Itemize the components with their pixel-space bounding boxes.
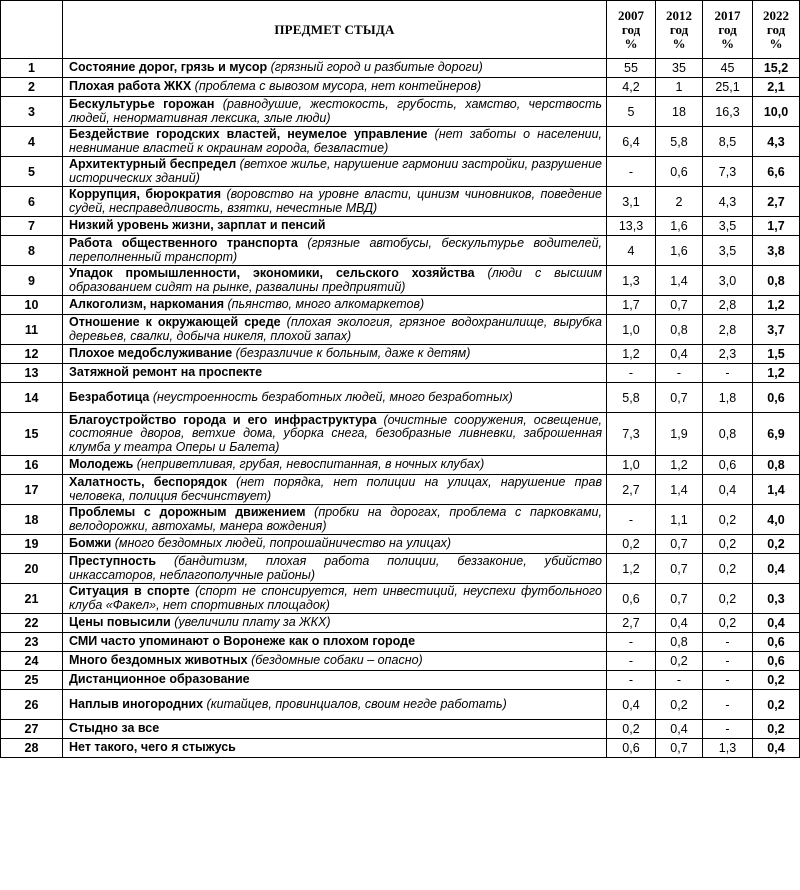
topic-title: Коррупция, бюрократия (69, 187, 222, 201)
row-number: 2 (1, 78, 63, 97)
topic-description: (грязные автобусы, бескультурье водителей, переполненный транспорт) (69, 236, 602, 264)
topic-title: Много бездомных животных (69, 653, 248, 668)
topic-title: Дистанционное образование (69, 672, 250, 687)
value-2022: 0,8 (753, 266, 800, 296)
row-topic (63, 475, 607, 505)
row-topic (63, 671, 607, 690)
row-number: 3 (1, 97, 63, 127)
row-topic (63, 720, 607, 739)
value-2012: 0,2 (656, 690, 703, 720)
topic-description: (китайцев, провинциалов, своим негде работать) (203, 696, 507, 711)
row-number: 18 (1, 505, 63, 535)
topic-title: Молодежь (69, 457, 134, 472)
topic-description: (неустроенность безработных людей, много безработных) (149, 389, 513, 404)
year-header-2017 (703, 1, 753, 59)
topic-description: (проблема с вывозом мусора, нет контейнеров) (191, 79, 482, 94)
topic-title: Благоустройство города и его инфраструктура (69, 412, 377, 427)
table-row (1, 78, 800, 97)
value-2022: 6,9 (753, 413, 800, 456)
row-number: 14 (1, 383, 63, 413)
topic-title: СМИ часто упоминают о Воронеже как о плохом городе (69, 634, 416, 649)
topic-description: (пьянство, много алкомаркетов) (224, 297, 425, 312)
value-2012: 35 (656, 59, 703, 78)
topic-title: Бездействие городских властей, неумелое управление (69, 127, 428, 141)
value-2012: 1,4 (656, 266, 703, 296)
value-2017: - (703, 720, 753, 739)
header-row (1, 1, 800, 59)
value-2017: 0,2 (703, 614, 753, 633)
value-2022: 0,6 (753, 383, 800, 413)
row-number: 22 (1, 614, 63, 633)
row-number: 7 (1, 217, 63, 236)
row-number: 21 (1, 584, 63, 614)
table-row (1, 266, 800, 296)
value-2012: 0,4 (656, 720, 703, 739)
value-2012: 0,7 (656, 554, 703, 584)
topic-description: (грязный город и разбитые дороги) (267, 60, 483, 75)
value-2022: 4,3 (753, 127, 800, 157)
year-percent: % (624, 35, 638, 51)
topic-description: (нет порядка, нет полиции на улицах, нарушение прав человека, полиция бесчинствует) (69, 475, 602, 503)
topic-title: Затяжной ремонт на проспекте (69, 365, 263, 380)
topic-title: Плохая работа ЖКХ (69, 79, 192, 94)
row-topic (63, 535, 607, 554)
topic-description: (люди с высшим образованием сидят на рынке, развалины предприятий) (69, 266, 602, 294)
row-topic (63, 59, 607, 78)
year-unit: год (718, 21, 737, 37)
value-2022: 1,2 (753, 364, 800, 383)
value-2012: 0,2 (656, 652, 703, 671)
value-2012: 1,9 (656, 413, 703, 456)
value-2022: 0,3 (753, 584, 800, 614)
value-2007: 0,2 (607, 535, 656, 554)
row-topic (63, 413, 607, 456)
row-topic (63, 690, 607, 720)
row-number: 20 (1, 554, 63, 584)
table-row (1, 413, 800, 456)
row-topic (63, 505, 607, 535)
table-row (1, 236, 800, 266)
topic-description: (очистные сооружения, освещение, состояние дворов, ветхие дома, уборка снега, безобразные ливневки, заброшенная клумба у театра Оперы и Балета) (69, 412, 603, 454)
row-number: 4 (1, 127, 63, 157)
value-2012: 0,4 (656, 345, 703, 364)
table-row (1, 97, 800, 127)
table-row (1, 217, 800, 236)
value-2017: 0,4 (703, 475, 753, 505)
value-2007: 1,0 (607, 315, 656, 345)
topic-description: (воровство на уровне власти, цинизм чиновников, поведение судей, несправедливость, взятки, нечестные МВД) (69, 187, 602, 215)
value-2022: 2,7 (753, 187, 800, 217)
row-topic (63, 364, 607, 383)
value-2022: 0,2 (753, 720, 800, 739)
value-2007: 2,7 (607, 614, 656, 633)
value-2012: 0,7 (656, 535, 703, 554)
row-topic (63, 97, 607, 127)
table-body (1, 59, 800, 758)
topic-title: Упадок промышленности, экономики, сельского хозяйства (69, 266, 475, 280)
row-topic (63, 296, 607, 315)
row-number: 1 (1, 59, 63, 78)
table-row (1, 739, 800, 758)
row-number: 28 (1, 739, 63, 758)
year-header-2022 (753, 1, 800, 59)
topic-title: Халатность, беспорядок (69, 475, 227, 489)
value-2017: 0,2 (703, 554, 753, 584)
value-2022: 15,2 (753, 59, 800, 78)
topic-description: (безразличие к больным, даже к детям) (232, 346, 471, 361)
topic-title: Ситуация в спорте (69, 584, 190, 598)
value-2022: 0,8 (753, 456, 800, 475)
value-2022: 3,7 (753, 315, 800, 345)
row-number: 12 (1, 345, 63, 364)
value-2007: 1,2 (607, 345, 656, 364)
year-header-2012 (656, 1, 703, 59)
row-topic (63, 315, 607, 345)
row-number: 11 (1, 315, 63, 345)
table-row (1, 157, 800, 187)
topic-title: Проблемы с дорожным движением (69, 505, 306, 519)
value-2017: 16,3 (703, 97, 753, 127)
row-topic (63, 157, 607, 187)
value-2017: 45 (703, 59, 753, 78)
value-2017: 2,3 (703, 345, 753, 364)
table-row (1, 535, 800, 554)
value-2022: 1,2 (753, 296, 800, 315)
topic-title: Состояние дорог, грязь и мусор (69, 60, 268, 75)
value-2017: 7,3 (703, 157, 753, 187)
table-row (1, 187, 800, 217)
value-2012: - (656, 364, 703, 383)
table-row (1, 59, 800, 78)
row-number: 5 (1, 157, 63, 187)
topic-title: Бескультурье горожан (69, 97, 215, 111)
value-2012: 1,6 (656, 217, 703, 236)
table-row (1, 671, 800, 690)
value-2022: 1,4 (753, 475, 800, 505)
row-number: 27 (1, 720, 63, 739)
table-row (1, 127, 800, 157)
row-topic (63, 187, 607, 217)
value-2017: - (703, 633, 753, 652)
row-topic (63, 217, 607, 236)
row-topic (63, 614, 607, 633)
value-2017: - (703, 652, 753, 671)
row-number: 13 (1, 364, 63, 383)
table-row (1, 614, 800, 633)
value-2017: 0,2 (703, 505, 753, 535)
value-2007: 5 (607, 97, 656, 127)
value-2012: 0,7 (656, 296, 703, 315)
row-topic (63, 383, 607, 413)
value-2017: - (703, 671, 753, 690)
value-2022: 0,2 (753, 690, 800, 720)
value-2007: 1,7 (607, 296, 656, 315)
row-topic (63, 127, 607, 157)
value-2007: 4 (607, 236, 656, 266)
row-number: 10 (1, 296, 63, 315)
value-2007: 6,4 (607, 127, 656, 157)
row-topic (63, 652, 607, 671)
table-row (1, 554, 800, 584)
year-label: 2007 (618, 7, 644, 23)
value-2007: 13,3 (607, 217, 656, 236)
topic-title: Бомжи (69, 536, 112, 551)
value-2017: 0,8 (703, 413, 753, 456)
value-2012: 18 (656, 97, 703, 127)
value-2017: 4,3 (703, 187, 753, 217)
value-2007: 5,8 (607, 383, 656, 413)
value-2022: 0,2 (753, 671, 800, 690)
row-number: 19 (1, 535, 63, 554)
value-2022: 1,5 (753, 345, 800, 364)
topic-description: (бездомные собаки – опасно) (247, 653, 423, 668)
value-2007: - (607, 671, 656, 690)
value-2022: 0,6 (753, 633, 800, 652)
value-2022: 1,7 (753, 217, 800, 236)
value-2012: 0,4 (656, 614, 703, 633)
value-2012: 2 (656, 187, 703, 217)
value-2007: - (607, 652, 656, 671)
value-2017: 0,2 (703, 584, 753, 614)
value-2012: 1,4 (656, 475, 703, 505)
year-label: 2017 (714, 7, 741, 23)
value-2012: 0,6 (656, 157, 703, 187)
value-2017: 2,8 (703, 296, 753, 315)
row-topic (63, 456, 607, 475)
year-percent: % (672, 35, 686, 51)
table-row (1, 505, 800, 535)
value-2012: 1,6 (656, 236, 703, 266)
row-number: 25 (1, 671, 63, 690)
value-2007: 0,4 (607, 690, 656, 720)
topic-description: (равнодушие, жестокость, грубость, хамство, черствость людей, ненормативная лексика, злые люди) (69, 97, 602, 125)
value-2017: - (703, 364, 753, 383)
table-row (1, 383, 800, 413)
value-2012: 0,7 (656, 584, 703, 614)
number-header (1, 1, 63, 59)
topic-title: Нет такого, чего я стыжусь (69, 740, 236, 755)
year-percent: % (769, 35, 783, 51)
topic-title: Безработица (69, 389, 150, 404)
topic-title: Архитектурный беспредел (69, 157, 237, 171)
year-header-2007 (607, 1, 656, 59)
value-2007: - (607, 505, 656, 535)
topic-title: Цены повысили (69, 615, 171, 630)
row-topic (63, 739, 607, 758)
value-2017: 0,6 (703, 456, 753, 475)
value-2007: 2,7 (607, 475, 656, 505)
value-2017: 3,5 (703, 217, 753, 236)
topic-description: (много бездомных людей, попрошайничество на улицах) (111, 536, 452, 551)
value-2007: 0,6 (607, 584, 656, 614)
value-2017: 1,3 (703, 739, 753, 758)
value-2022: 4,0 (753, 505, 800, 535)
value-2022: 0,4 (753, 554, 800, 584)
value-2022: 0,4 (753, 614, 800, 633)
row-topic (63, 554, 607, 584)
value-2012: 1,2 (656, 456, 703, 475)
table-row (1, 315, 800, 345)
value-2022: 0,4 (753, 739, 800, 758)
value-2007: 7,3 (607, 413, 656, 456)
value-2017: 3,0 (703, 266, 753, 296)
row-number: 17 (1, 475, 63, 505)
value-2007: 1,2 (607, 554, 656, 584)
value-2012: 1,1 (656, 505, 703, 535)
table-row (1, 690, 800, 720)
row-number: 16 (1, 456, 63, 475)
table-row (1, 456, 800, 475)
year-percent: % (721, 35, 734, 51)
table-row (1, 652, 800, 671)
value-2017: 3,5 (703, 236, 753, 266)
value-2022: 6,6 (753, 157, 800, 187)
row-topic (63, 266, 607, 296)
topic-title: Отношение к окружающей среде (69, 315, 281, 329)
value-2022: 0,2 (753, 535, 800, 554)
topic-title: Стыдно за все (69, 721, 160, 736)
value-2012: - (656, 671, 703, 690)
value-2007: 0,2 (607, 720, 656, 739)
value-2012: 0,8 (656, 315, 703, 345)
value-2012: 0,7 (656, 383, 703, 413)
value-2007: 55 (607, 59, 656, 78)
table-row (1, 633, 800, 652)
value-2017: 2,8 (703, 315, 753, 345)
value-2007: 0,6 (607, 739, 656, 758)
topic-title: Наплыв иногородних (69, 696, 204, 711)
row-topic (63, 236, 607, 266)
year-unit: год (766, 21, 786, 37)
topic-description: (увеличили плату за ЖКХ) (170, 615, 331, 630)
value-2022: 10,0 (753, 97, 800, 127)
topic-title: Низкий уровень жизни, зарплат и пенсий (69, 218, 326, 233)
value-2017: - (703, 690, 753, 720)
value-2022: 3,8 (753, 236, 800, 266)
value-2017: 1,8 (703, 383, 753, 413)
year-unit: год (669, 21, 689, 37)
row-number: 23 (1, 633, 63, 652)
row-number: 15 (1, 413, 63, 456)
value-2007: - (607, 364, 656, 383)
value-2022: 2,1 (753, 78, 800, 97)
table-row (1, 720, 800, 739)
value-2012: 1 (656, 78, 703, 97)
row-topic (63, 78, 607, 97)
value-2007: 1,3 (607, 266, 656, 296)
row-number: 8 (1, 236, 63, 266)
row-number: 24 (1, 652, 63, 671)
topic-description: (ветхое жилье, нарушение гармонии застройки, разрушение исторических зданий) (69, 157, 602, 185)
year-label: 2022 (763, 7, 789, 23)
row-number: 26 (1, 690, 63, 720)
value-2012: 5,8 (656, 127, 703, 157)
year-unit: год (621, 21, 641, 37)
value-2007: 1,0 (607, 456, 656, 475)
table-row (1, 345, 800, 364)
value-2017: 25,1 (703, 78, 753, 97)
row-topic (63, 633, 607, 652)
year-label: 2012 (666, 7, 692, 23)
table-row (1, 364, 800, 383)
topic-description: (спорт не спонсируется, нет инвестиций, неуспехи футбольного клуба «Факел», нет спортивных площадок) (69, 584, 603, 612)
table-row (1, 475, 800, 505)
topic-description: (нет заботы о населении, невнимание властей к окраинам города, безвластие) (69, 127, 602, 155)
value-2007: 3,1 (607, 187, 656, 217)
topic-header: ПРЕДМЕТ СТЫДА (63, 1, 607, 59)
row-number: 6 (1, 187, 63, 217)
topic-description: (пробки на дорогах, проблема с парковками, велодорожки, автохамы, манера вождения) (69, 505, 602, 533)
topic-title: Преступность (69, 554, 157, 568)
value-2017: 0,2 (703, 535, 753, 554)
row-topic (63, 584, 607, 614)
topic-title: Работа общественного транспорта (69, 236, 298, 250)
value-2017: 8,5 (703, 127, 753, 157)
topic-title: Плохое медобслуживание (69, 346, 233, 361)
table-row (1, 584, 800, 614)
topic-description: (неприветливая, грубая, невоспитанная, в ночных клубах) (133, 457, 485, 472)
row-topic (63, 345, 607, 364)
value-2007: - (607, 633, 656, 652)
value-2007: - (607, 157, 656, 187)
value-2012: 0,7 (656, 739, 703, 758)
value-2022: 0,6 (753, 652, 800, 671)
table-row (1, 296, 800, 315)
row-number: 9 (1, 266, 63, 296)
topic-title: Алкоголизм, наркомания (69, 297, 225, 312)
value-2012: 0,8 (656, 633, 703, 652)
topic-description: (плохая экология, грязное водохранилище, вырубка деревьев, свалки, добыча никеля, плохой запах) (69, 315, 603, 343)
topic-description: (бандитизм, плохая работа полиции, беззаконие, убийство инкассаторов, неблагополучные районы) (69, 554, 602, 582)
value-2007: 4,2 (607, 78, 656, 97)
